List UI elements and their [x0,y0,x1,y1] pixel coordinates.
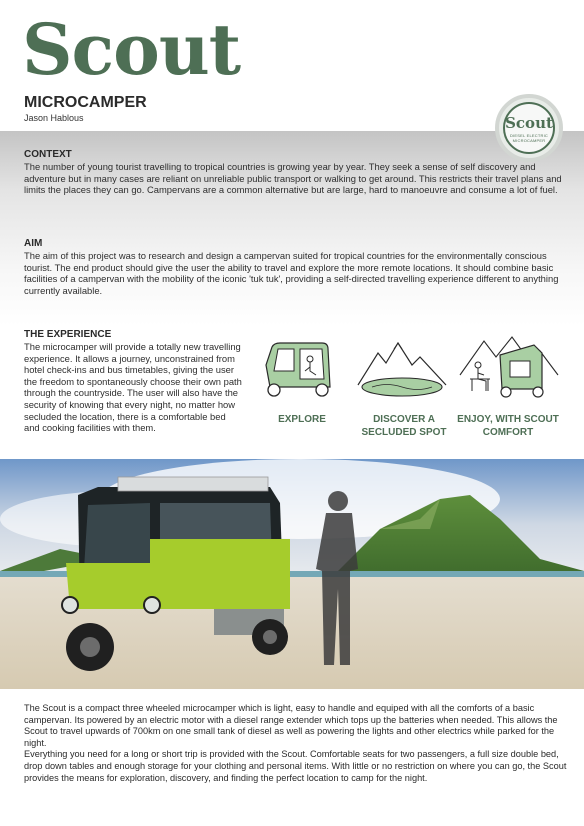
description-paragraph-2: Everything you need for a long or short trip is provided with the Scout. Comfortable seats for two passengers, a full size double bed, drop down tables and enough storage for your clothing and personal items. With little or no restriction on where you can go, the Scout provides the means for exploration, discovery, and finding the perfect location to camp for the night. [24,749,567,783]
enjoy-icon-group [456,335,560,447]
experience-text: The microcamper will provide a totally new travelling experience. It allows a journey, unconstrained from hotel check-ins and bus timetables, giving the user the freedom to spontaneously choose their own path through the countryside. The user will also have the security of knowing that every night, no matter how secluded the location, there is a comfortable bed and cooking facilities with them. [24,341,242,434]
badge-logo-word: Scout [505,114,553,132]
explore-label: EXPLORE [278,414,326,425]
tuk-tuk-icon [250,335,354,405]
experience-heading: THE EXPERIENCE [24,329,112,340]
discover-label: DISCOVER A SECLUDED SPOT [361,414,447,438]
description-section [24,703,572,784]
experience-section [24,329,242,434]
context-heading: CONTEXT [24,149,72,160]
aim-section [24,238,564,296]
page-subtitle: MICROCAMPER [24,94,147,111]
mountain-lake-icon [352,335,456,405]
explore-icon-group [250,335,354,447]
context-section [24,149,564,196]
aim-text: The aim of this project was to research and design a campervan suited for tropical countries for the environmentally conscious tourist. The end product should give the user the ability to travel and explore the more remote locations. It should combine basic facilities of a campervan with the mobility of the iconic 'tuk tuk', providing a self-directed travelling experience different to anything currently available. [24,250,559,296]
badge-tagline: DIESEL ELECTRIC MICROCAMPER [510,133,548,143]
discover-icon-group [352,335,456,447]
aim-heading: AIM [24,238,43,249]
description-paragraph-1: The Scout is a compact three wheeled microcamper which is light, easy to handle and equiped with all the comforts of a basic campervan. Its powered by an electric motor with a diesel range extender which tops up the batteries when needed. This allows the Scout to travel upwards of 700km on one small tank of diesel as well as powering the lights and other electrics while parked for the night. [24,703,558,748]
enjoy-label: ENJOY, WITH SCOUT COMFORT [457,414,559,438]
microcamper-scene [0,459,584,689]
experience-icons [250,335,570,447]
context-text: The number of young tourist travelling to tropical countries is growing year by year. They seek a sense of self discovery and adventure but in many cases are reliant on unreliable public transport or walking to get around. This restricts their travel plans and limits the places they can go. Campervans are a common alternative but are large, hard to manoeuvre and consume a lot of fuel. [24,161,562,196]
camp-icon [456,335,560,405]
author-name: Jason Hablous [24,113,84,123]
hero-render-photo [0,459,584,689]
badge-ring [503,102,555,154]
page-title: Scout [22,8,241,91]
